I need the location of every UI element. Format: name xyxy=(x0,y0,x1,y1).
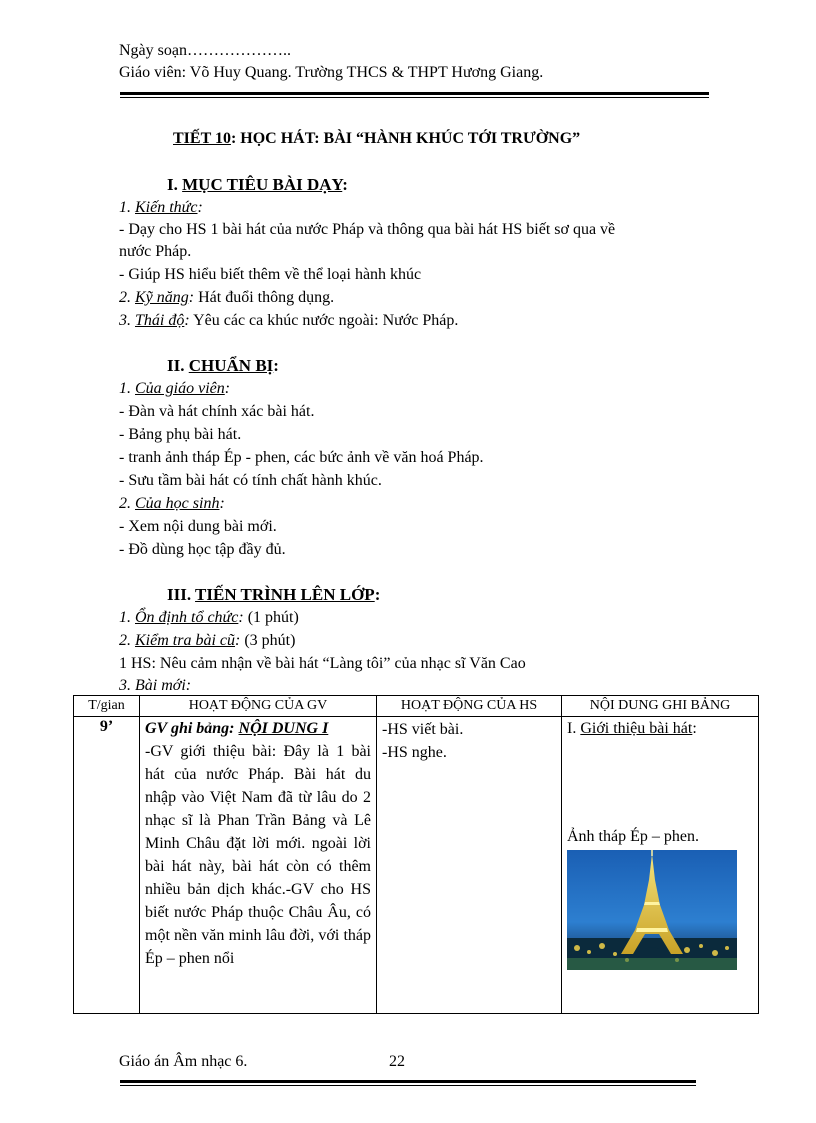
old-lesson-question: 1 HS: Nêu cảm nhận về bài hát “Làng tôi” của nhạc sĩ Văn Cao xyxy=(119,655,526,672)
table-row xyxy=(74,717,759,1014)
table-header-row xyxy=(74,696,759,717)
teacher-prep-item: - tranh ảnh tháp Ép - phen, các bức ảnh về văn hoá Pháp. xyxy=(119,449,484,466)
teacher-prep-item: - Bảng phụ bài hát. xyxy=(119,426,242,443)
col-student-activity-header: HOẠT ĐỘNG CỦA HS xyxy=(377,696,562,717)
section1-heading: I. MỤC TIÊU BÀI DẠY: xyxy=(167,175,348,194)
col-time-header: T/gian xyxy=(74,696,140,717)
teacher-prep-item: - Đàn và hát chính xác bài hát. xyxy=(119,403,315,420)
student-prep-item: - Xem nội dung bài mới. xyxy=(119,518,277,535)
header-rule-thin xyxy=(120,97,709,98)
knowledge-line-3: - Giúp HS hiểu biết thêm về thể loại hành khúc xyxy=(119,266,422,283)
knowledge-line-2: nước Pháp. xyxy=(119,243,192,260)
student-activity-line: -HS nghe. xyxy=(382,744,447,761)
new-lesson-label: 3. Bài mới: xyxy=(119,677,192,694)
teacher-prep-item: - Sưu tầm bài hát có tính chất hành khúc. xyxy=(119,472,382,489)
teacher-info: Giáo viên: Võ Huy Quang. Trường THCS & THPT Hương Giang. xyxy=(119,64,544,81)
knowledge-label: 1. Kiến thức: xyxy=(119,199,203,216)
col-teacher-activity-header: HOẠT ĐỘNG CỦA GV xyxy=(140,696,377,717)
page-number: 22 xyxy=(389,1053,405,1070)
attitude-line: 3. Thái độ: Yêu các ca khúc nước ngoài: Nước Pháp. xyxy=(119,312,459,329)
section2-heading: II. CHUẨN BỊ: xyxy=(167,356,279,375)
class-stabilize-line: 1. Ổn định tổ chức: (1 phút) xyxy=(119,609,299,626)
teacher-prep-label: 1. Của giáo viên: xyxy=(119,380,231,397)
footer-rule-thick xyxy=(120,1080,696,1083)
footer-label: Giáo án Âm nhạc 6. xyxy=(119,1053,248,1070)
student-activity-line: -HS viết bài. xyxy=(382,721,464,738)
lesson-activity-table xyxy=(73,695,759,1014)
old-lesson-check-line: 2. Kiểm tra bài cũ: (3 phút) xyxy=(119,632,296,649)
section3-heading: III. TIẾN TRÌNH LÊN LỚP: xyxy=(167,585,381,604)
student-activity-cell xyxy=(377,717,562,1014)
col-board-content-header: NỘI DUNG GHI BẢNG xyxy=(562,696,759,717)
board-content-heading: I. Giới thiệu bài hát: xyxy=(567,720,697,737)
student-prep-item: - Đồ dùng học tập đầy đủ. xyxy=(119,541,286,558)
board-content-cell xyxy=(562,717,759,1014)
teacher-board-title: GV ghi bảng: NỘI DUNG I xyxy=(145,720,329,737)
lesson-title: TIẾT 10: HỌC HÁT: BÀI “HÀNH KHÚC TỚI TRƯỜNG” xyxy=(173,130,581,147)
teacher-activity-text: -GV giới thiệu bài: Đây là 1 bài hát của nước Pháp. Bài hát du nhập vào Việt Nam đã từ lâu do 2 nhạc sĩ là Phan Trần Bảng và Lê Minh Châu đặt lời mới. ngoài lời bài hát này, bài hát còn có thêm nhiều bản dịch khác.-GV cho HS biết nước Pháp thuộc Châu Âu, có một nền văn minh lâu đời, với tháp Ép – phen nổi xyxy=(145,743,371,967)
image-caption: Ảnh tháp Ép – phen. xyxy=(567,828,699,845)
teacher-activity-cell xyxy=(140,717,377,1014)
eiffel-tower-photo xyxy=(567,850,737,970)
footer-rule-thin xyxy=(120,1085,696,1086)
time-cell: 9’ xyxy=(74,717,140,1014)
student-prep-label: 2. Của học sinh: xyxy=(119,495,225,512)
knowledge-line-1: - Dạy cho HS 1 bài hát của nước Pháp và thông qua bài hát HS biết sơ qua về xyxy=(119,221,616,238)
skills-line: 2. Kỹ năng: Hát đuổi thông dụng. xyxy=(119,289,335,306)
prep-date: Ngày soạn……………….. xyxy=(119,42,291,59)
header-rule-thick xyxy=(120,92,709,95)
